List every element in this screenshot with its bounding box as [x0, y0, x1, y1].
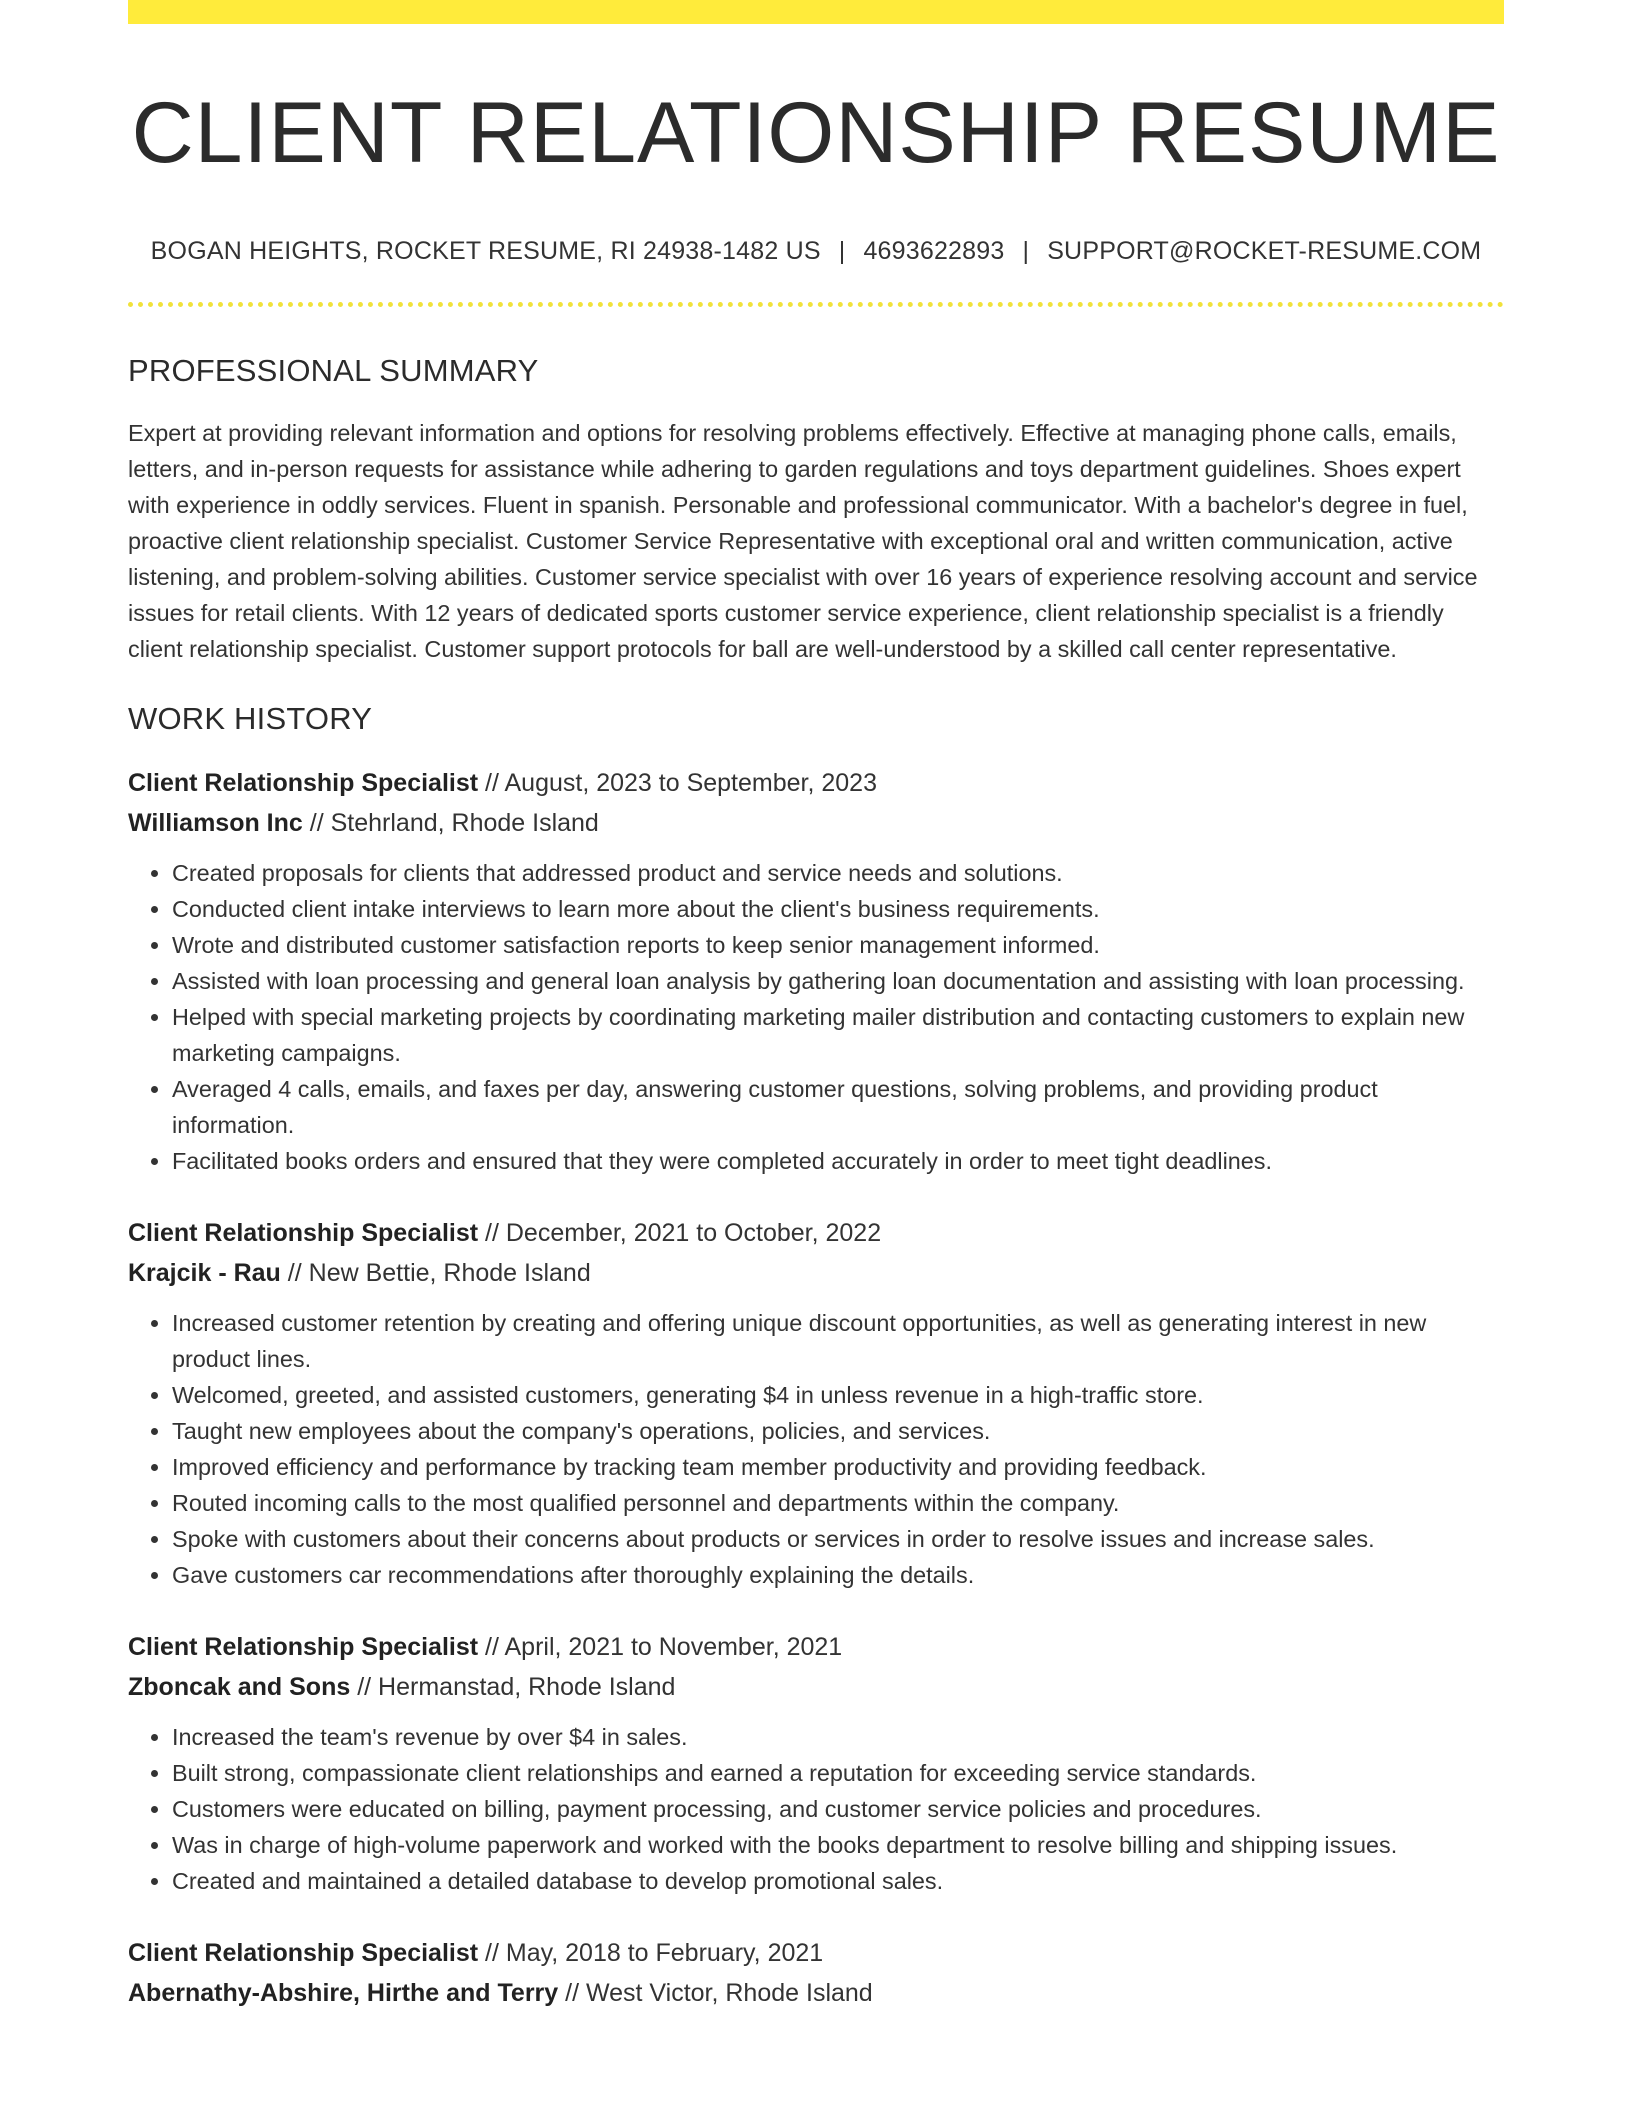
list-item: • Improved efficiency and performance by tracking team member productivity and providing feedback. — [172, 1449, 1504, 1485]
job-dates: // April, 2021 to November, 2021 — [485, 1632, 843, 1661]
list-item: • Facilitated books orders and ensured that they were completed accurately in order to meet tight deadlines. — [172, 1143, 1504, 1179]
job-title: Client Relationship Specialist — [128, 1218, 479, 1247]
job-company-line — [128, 803, 1504, 843]
list-item: • Conducted client intake interviews to learn more about the client's business requirements. — [172, 891, 1504, 927]
list-item: • Routed incoming calls to the most qualified personnel and departments within the company. — [172, 1485, 1504, 1521]
job-dates: // August, 2023 to September, 2023 — [485, 768, 877, 797]
contact-line — [128, 237, 1504, 266]
summary-text: Expert at providing relevant information and options for resolving problems effectively. Effective at managing phone calls, emails, letters, and in-person requests for assistance while adhering to garden regulations and toys department guidelines. Shoes expert with experience in oddly services. Fluent in spanish. Personable and professional communicator. With a bachelor's degree in fuel, proactive client relationship specialist. Customer Service Representative with exceptional oral and written communication, active listening, and problem-solving abilities. Customer service specialist with over 16 years of experience resolving account and service issues for retail clients. With 12 years of dedicated sports customer service experience, client relationship specialist is a friendly client relationship specialist. Customer support protocols for ball are well-understood by a skilled call center representative. — [128, 419, 1478, 662]
job-title-line — [128, 1627, 1504, 1667]
work-history-heading: WORK HISTORY — [128, 700, 373, 736]
job-entry — [128, 1933, 1504, 2013]
job-bullets — [128, 1305, 1504, 1593]
list-item: • Created proposals for clients that addressed product and service needs and solutions. — [172, 855, 1504, 891]
accent-bar — [128, 0, 1504, 24]
list-item: • Increased the team's revenue by over $4 in sales. — [172, 1719, 1504, 1755]
job-company-line — [128, 1973, 1504, 2013]
company-location: // Hermanstad, Rhode Island — [357, 1672, 676, 1701]
list-item: • Taught new employees about the company's operations, policies, and services. — [172, 1413, 1504, 1449]
list-item: • Wrote and distributed customer satisfaction reports to keep senior management informed. — [172, 927, 1504, 963]
list-item: • Assisted with loan processing and general loan analysis by gathering loan documentation and assisting with loan processing. — [172, 963, 1504, 999]
list-item: • Increased customer retention by creating and offering unique discount opportunities, as well as generating interest in new product lines. — [172, 1305, 1504, 1377]
job-title-line — [128, 1213, 1504, 1253]
job-entry — [128, 1213, 1504, 1593]
dotted-divider — [128, 302, 1504, 307]
job-title: Client Relationship Specialist — [128, 1632, 479, 1661]
job-title-line — [128, 1933, 1504, 1973]
job-title: Client Relationship Specialist — [128, 768, 479, 797]
list-item: • Customers were educated on billing, payment processing, and customer service policies and procedures. — [172, 1791, 1504, 1827]
work-history-list — [128, 763, 1504, 2013]
job-company-line — [128, 1253, 1504, 1293]
company-name: Krajcik - Rau — [128, 1258, 281, 1287]
list-item: • Built strong, compassionate client relationships and earned a reputation for exceeding service standards. — [172, 1755, 1504, 1791]
job-title: Client Relationship Specialist — [128, 1938, 479, 1967]
job-entry — [128, 763, 1504, 1179]
separator: | — [838, 236, 846, 265]
address-text: BOGAN HEIGHTS, ROCKET RESUME, RI 24938-1482 US — [150, 236, 821, 265]
company-name: Zboncak and Sons — [128, 1672, 351, 1701]
job-dates: // May, 2018 to February, 2021 — [485, 1938, 824, 1967]
list-item: • Spoke with customers about their concerns about products or services in order to resolve issues and increase sales. — [172, 1521, 1504, 1557]
resume-title: CLIENT RELATIONSHIP RESUME — [131, 85, 1501, 181]
job-bullets — [128, 1719, 1504, 1899]
resume-page — [128, 0, 1504, 2013]
summary-heading: PROFESSIONAL SUMMARY — [128, 352, 539, 388]
company-name: Abernathy-Abshire, Hirthe and Terry — [128, 1978, 559, 2007]
list-item: • Welcomed, greeted, and assisted customers, generating $4 in unless revenue in a high-traffic store. — [172, 1377, 1504, 1413]
separator: | — [1022, 236, 1030, 265]
list-item: • Created and maintained a detailed database to develop promotional sales. — [172, 1863, 1504, 1899]
job-title-line — [128, 763, 1504, 803]
list-item: • Gave customers car recommendations after thoroughly explaining the details. — [172, 1557, 1504, 1593]
list-item: • Helped with special marketing projects by coordinating marketing mailer distribution and contacting customers to explain new marketing campaigns. — [172, 999, 1504, 1071]
job-entry — [128, 1627, 1504, 1899]
company-location: // New Bettie, Rhode Island — [287, 1258, 591, 1287]
company-location: // West Victor, Rhode Island — [565, 1978, 873, 2007]
email-text: SUPPORT@ROCKET-RESUME.COM — [1047, 236, 1482, 265]
phone-text: 4693622893 — [863, 236, 1005, 265]
list-item: • Was in charge of high-volume paperwork and worked with the books department to resolve billing and shipping issues. — [172, 1827, 1504, 1863]
list-item: • Averaged 4 calls, emails, and faxes per day, answering customer questions, solving problems, and providing product information. — [172, 1071, 1504, 1143]
company-name: Williamson Inc — [128, 808, 303, 837]
job-company-line — [128, 1667, 1504, 1707]
job-bullets — [128, 855, 1504, 1179]
job-dates: // December, 2021 to October, 2022 — [485, 1218, 882, 1247]
company-location: // Stehrland, Rhode Island — [309, 808, 599, 837]
